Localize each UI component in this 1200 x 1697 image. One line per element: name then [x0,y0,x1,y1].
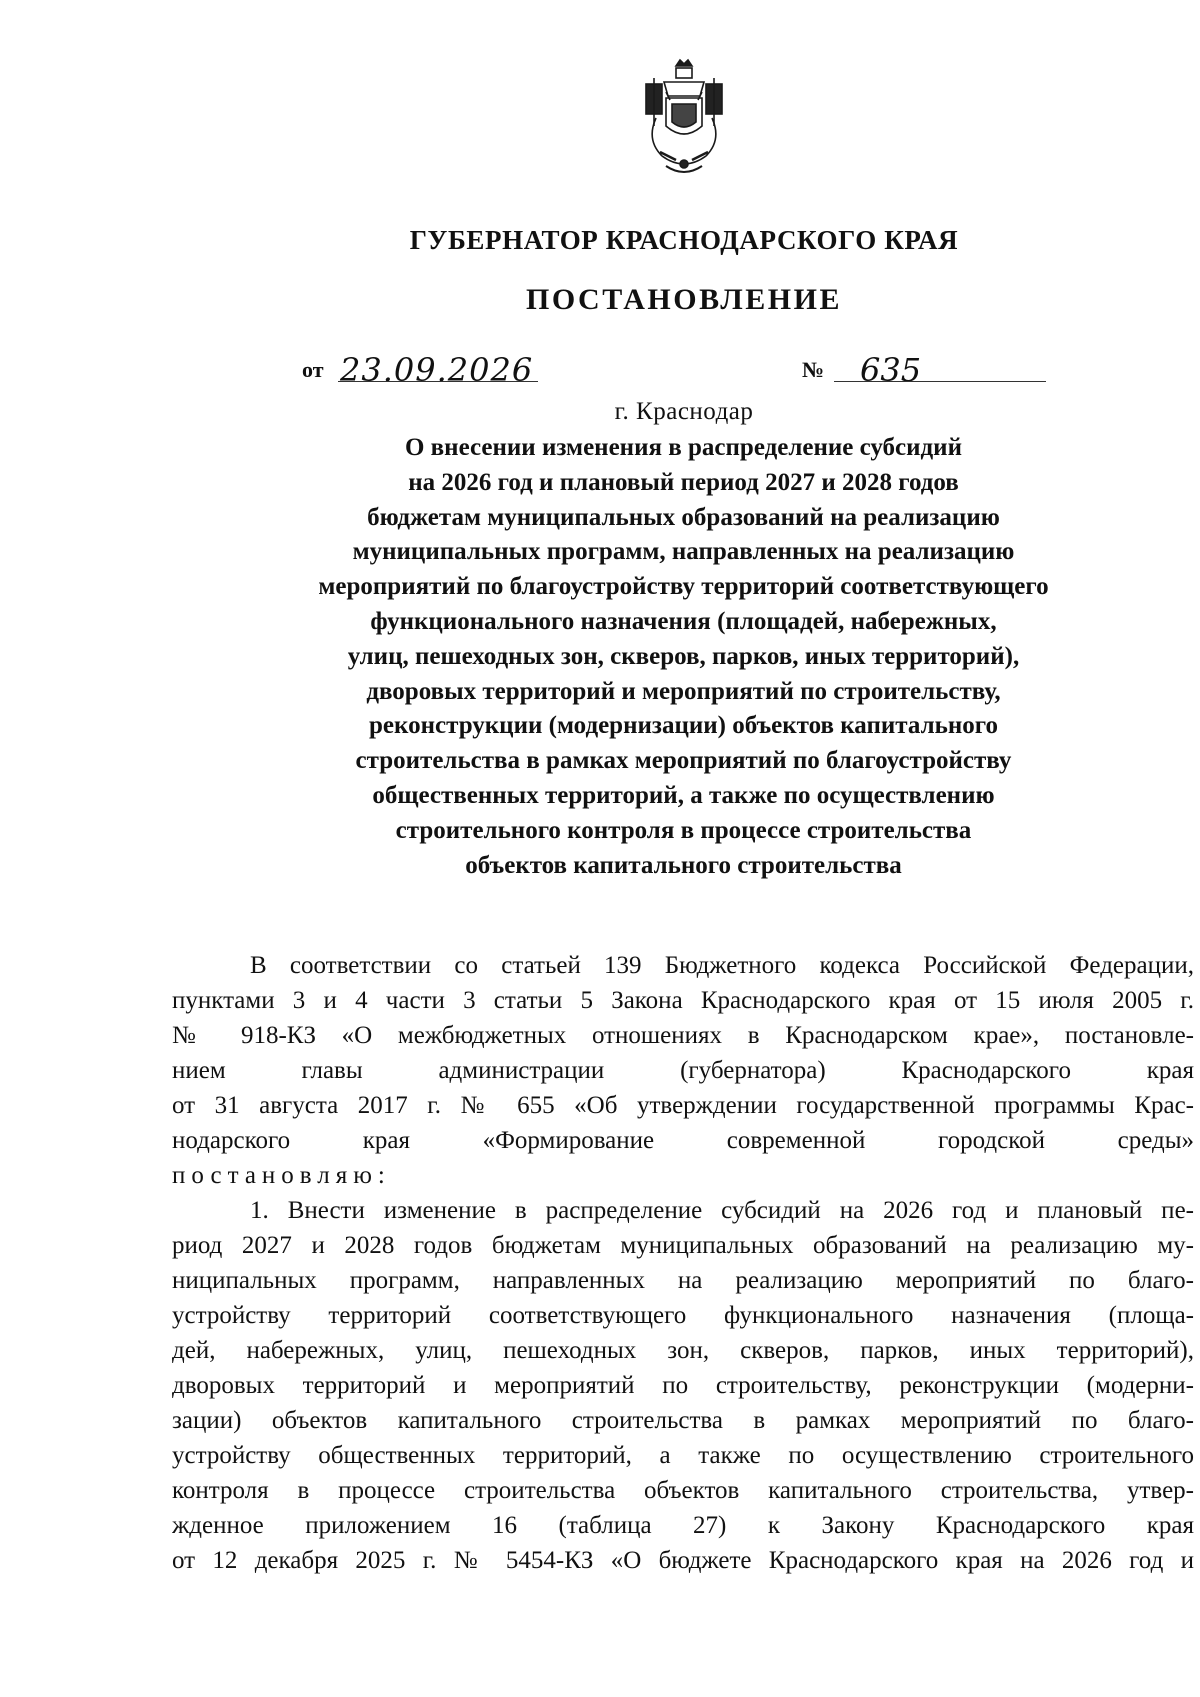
body-line: нием главы администрации (губернатора) Краснодарского края [172,1057,1194,1084]
title-line: объектов капитального строительства [465,851,902,879]
body-line: В соответствии со статьей 139 Бюджетного кодекса Российской Федерации, [250,952,1194,979]
body-line: устройству общественных территорий, а также по осуществлению строительного [172,1442,1194,1469]
body-line: № 918-КЗ «О межбюджетных отношениях в Краснодарском крае», постановле- [172,1022,1194,1049]
title-line: на 2026 год и плановый период 2027 и 2028 годов [408,468,959,496]
title-line: общественных территорий, а также по осуществлению [372,781,995,809]
title-line: строительного контроля в процессе строительства [395,816,972,844]
body-line: риод 2027 и 2028 годов бюджетам муниципальных образований на реализацию му- [172,1232,1194,1259]
title-line: строительства в рамках мероприятий по благоустройству [355,747,1012,775]
body-line: контроля в процессе строительства объектов капитального строительства, утвер- [172,1477,1194,1504]
document-title [220,431,1147,883]
title-line: О внесении изменения в распределение субсидий [404,434,962,461]
date-underline [338,381,538,382]
body-line: 1. Внести изменение в распределение субсидий на 2026 год и плановый пе- [250,1197,1194,1224]
body-line: жденное приложением 16 (таблица 27) к Закону Краснодарского края [172,1512,1194,1539]
title-line: муниципальных программ, направленных на реализацию [352,538,1015,566]
body-line: постановляю: [172,1162,391,1189]
title-line: улиц, пешеходных зон, скверов, парков, иных территорий), [347,642,1020,670]
number-underline [834,381,1046,382]
coat-of-arms-emblem [636,56,732,182]
title-line: реконструкции (модернизации) объектов капитального [369,712,998,740]
body-line: от 31 августа 2017 г. № 655 «Об утверждении государственной программы Крас- [172,1092,1194,1119]
issuing-authority: ГУБЕРНАТОР КРАСНОДАРСКОГО КРАЯ [409,225,959,255]
title-line: мероприятий по благоустройству территорий соответствующего [318,573,1049,601]
date-prefix: от [302,357,324,382]
body-line: зации) объектов капитального строительства в рамках мероприятий по благо- [172,1407,1194,1434]
document-number: 635 [860,351,922,389]
body-line: дей, набережных, улиц, пешеходных зон, скверов, парков, иных территорий), [172,1337,1194,1364]
number-prefix: № [802,357,825,382]
title-line: функционального назначения (площадей, набережных, [370,607,997,635]
issuing-city: г. Краснодар [614,398,754,425]
document-type-heading: ПОСТАНОВЛЕНИЕ [526,283,842,316]
document-body [172,948,1194,1578]
body-line: от 12 декабря 2025 г. № 5454-КЗ «О бюджете Краснодарского края на 2026 год и [172,1547,1194,1574]
body-line: нодарского края «Формирование современной городской среды» [172,1127,1194,1154]
body-line: ниципальных программ, направленных на реализацию мероприятий по благо- [172,1267,1194,1294]
title-line: бюджетам муниципальных образований на реализацию [367,503,1000,531]
title-line: дворовых территорий и мероприятий по строительству, [366,677,1001,705]
document-date: 23.09.2026 [340,351,534,389]
body-line: дворовых территорий и мероприятий по строительству, реконструкции (модерни- [172,1372,1194,1399]
body-line: пунктами 3 и 4 части 3 статьи 5 Закона Краснодарского края от 15 июля 2005 г. [172,987,1194,1014]
body-line: устройству территорий соответствующего функционального назначения (площа- [172,1302,1194,1329]
